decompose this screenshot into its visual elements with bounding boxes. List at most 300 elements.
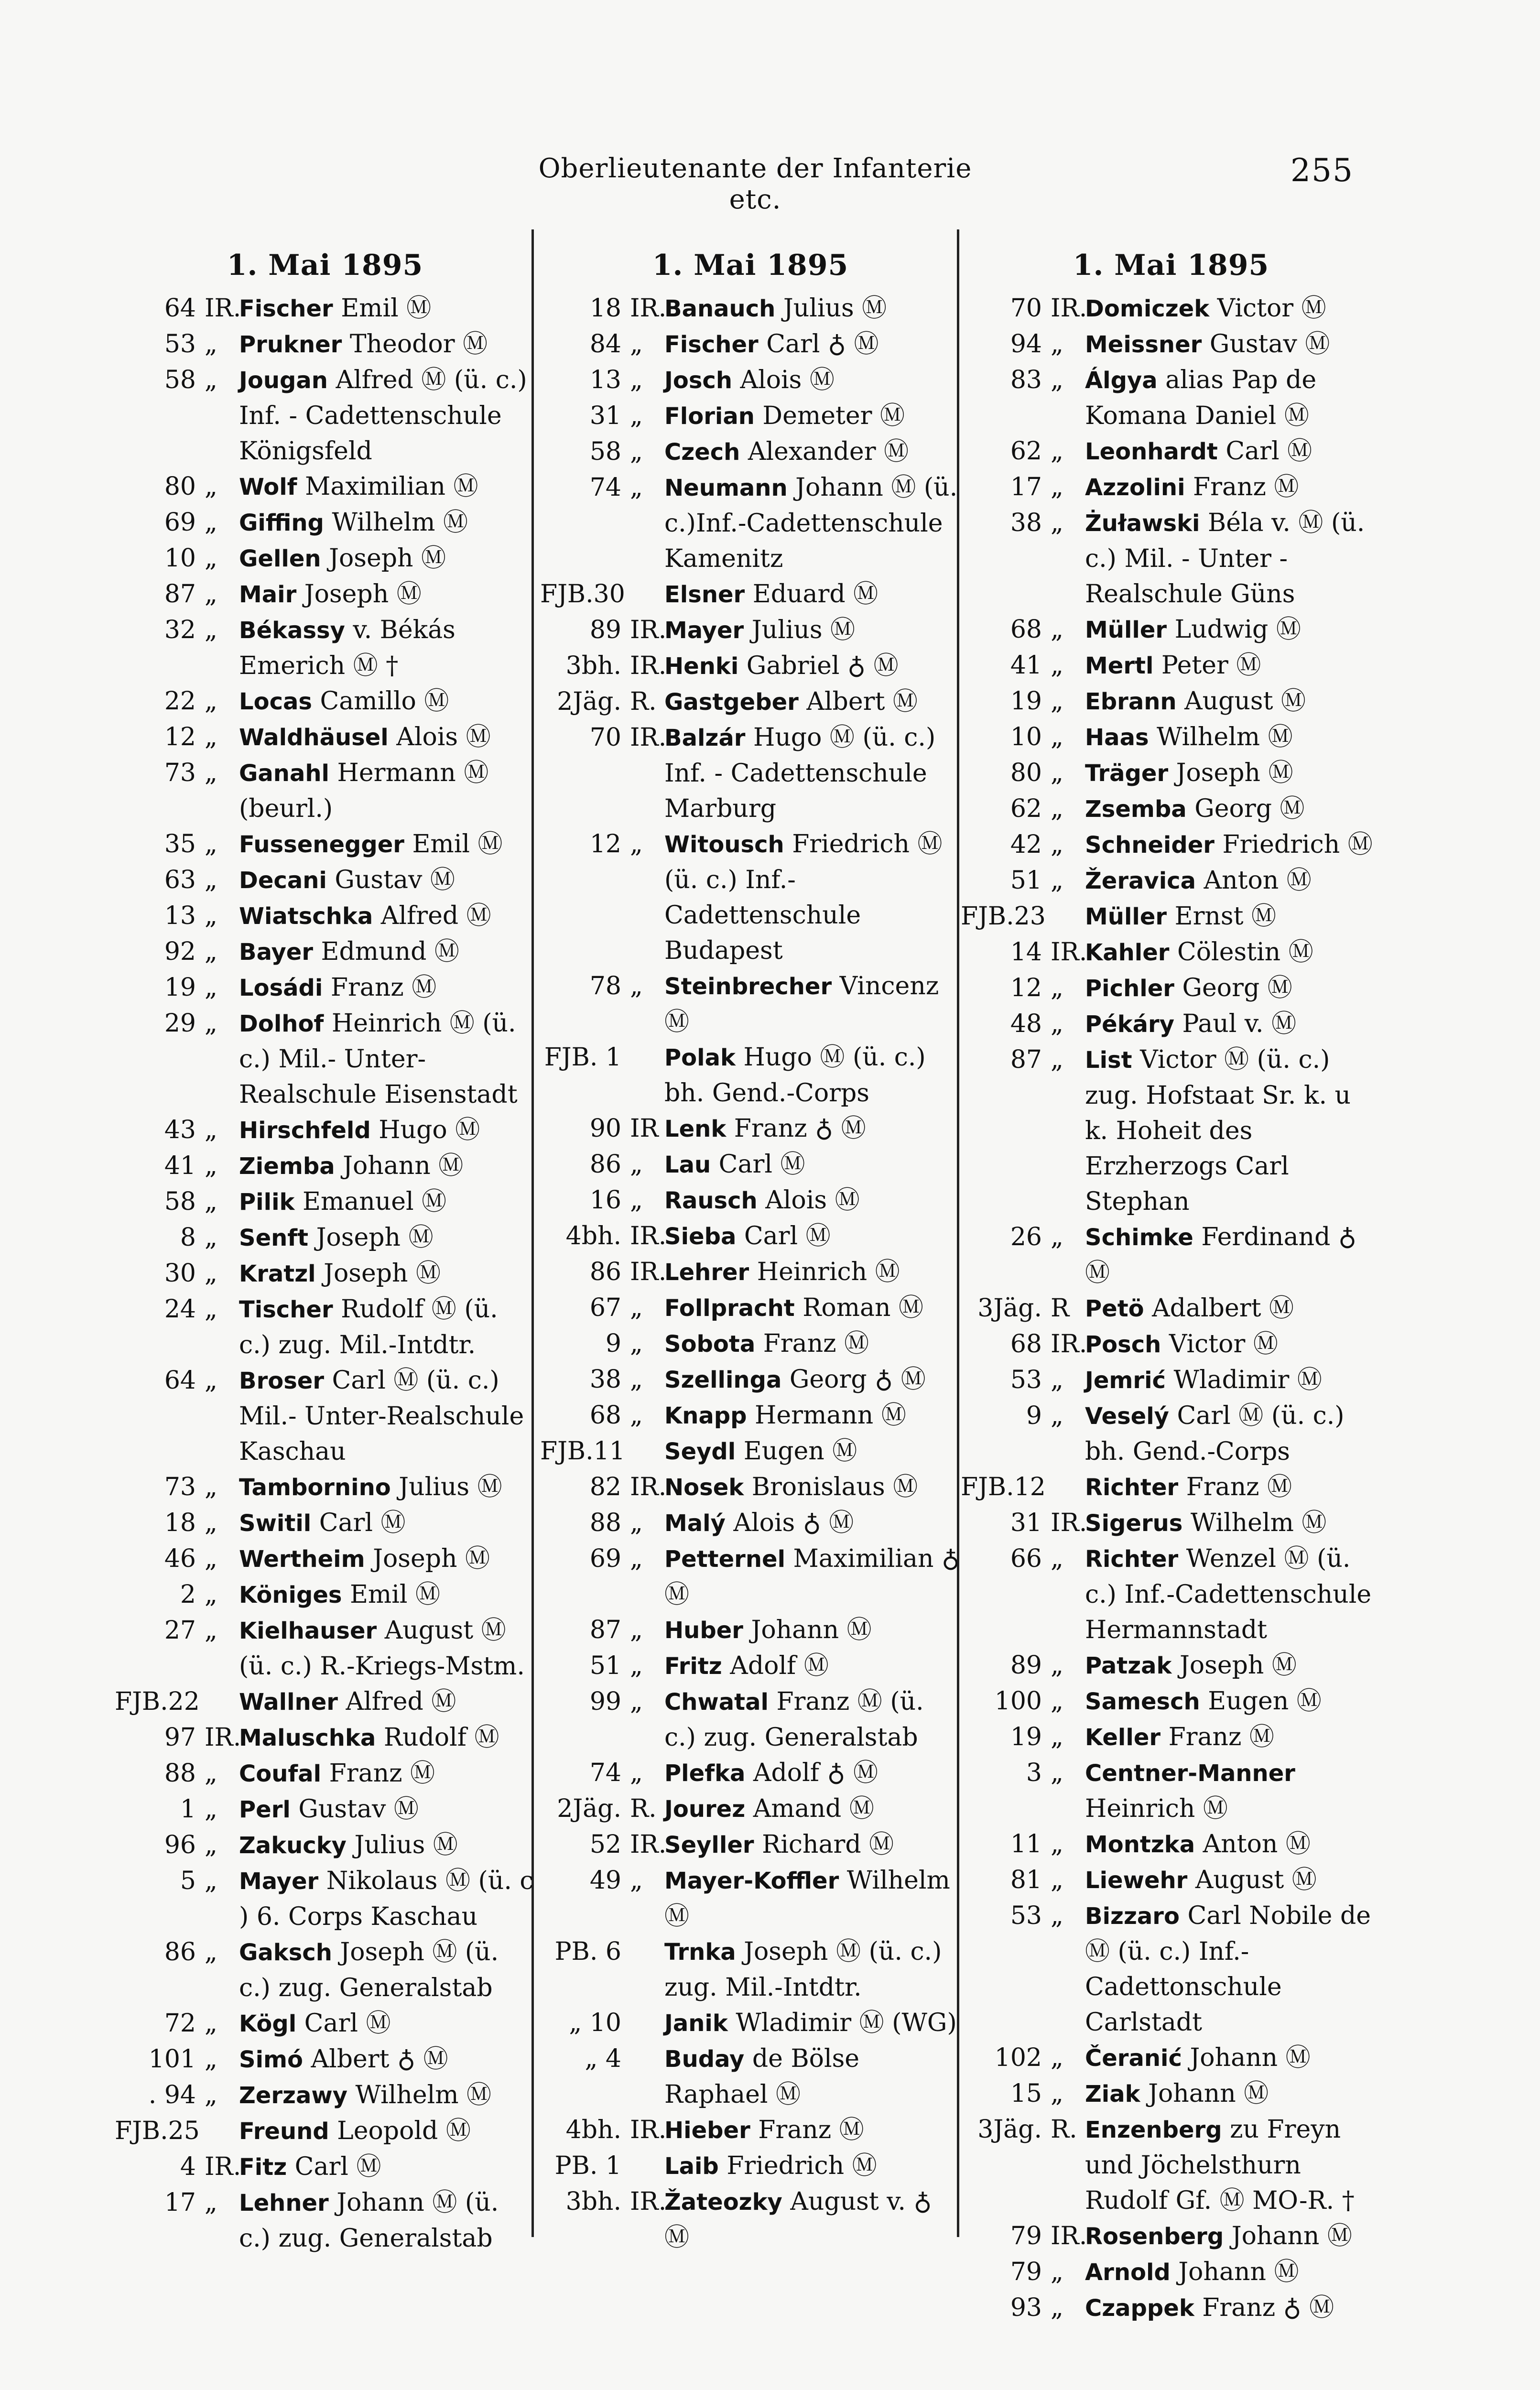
officer-entry <box>239 2185 535 2256</box>
list-item <box>961 1898 1381 2040</box>
officer-entry <box>1085 1719 1381 1755</box>
officer-entry <box>239 1363 535 1469</box>
regiment-number: 73 <box>164 759 196 787</box>
unit-abbreviation: „ <box>630 473 643 502</box>
officer-entry <box>664 826 961 968</box>
entry-details: August Ⓜ <box>1176 687 1306 716</box>
list-item <box>115 2042 535 2077</box>
unit-abbreviation: IR. <box>630 1473 667 1501</box>
entry-details: Georg ♁ Ⓜ <box>781 1365 926 1394</box>
surname: Trnka <box>664 1939 736 1966</box>
surname: Chwatal <box>664 1689 769 1716</box>
regiment-number: 46 <box>164 1544 196 1573</box>
regiment-number: 70 <box>1010 294 1042 323</box>
unit-abbreviation: „ <box>205 830 217 858</box>
surname: Mayer <box>664 617 744 644</box>
entry-details: Hugo Ⓜ (ü. c.) bh. Gend.-Corps <box>664 1043 926 1108</box>
list-item <box>540 1469 961 1505</box>
regiment-number: 84 <box>589 330 621 358</box>
list-item <box>115 1792 535 1827</box>
officer-entry <box>239 970 535 1006</box>
surname: Pichler <box>1085 975 1174 1002</box>
regiment-number: 9 <box>1026 1401 1042 1430</box>
officer-entry <box>664 2112 961 2148</box>
unit-abbreviation: „ <box>1051 687 1063 716</box>
officer-entry <box>239 326 535 362</box>
list-item <box>540 470 961 576</box>
surname: Pilik <box>239 1189 295 1216</box>
column-date-heading: 1. Mai 1895 <box>652 249 849 282</box>
unit-abbreviation: „ <box>630 1509 643 1537</box>
officer-entry <box>1085 505 1381 612</box>
regiment-number: 48 <box>1010 1010 1042 1038</box>
list-item <box>115 541 535 576</box>
unit-abbreviation: IR. <box>205 2152 241 2181</box>
regiment-number: 66 <box>1010 1544 1042 1573</box>
entry-details: Maximilian Ⓜ <box>297 472 478 501</box>
surname: Arnold <box>1085 2259 1171 2286</box>
list-item <box>115 1934 535 2006</box>
unit-abbreviation: „ <box>630 1293 643 1322</box>
unit-abbreviation: „ <box>630 330 643 358</box>
officer-entry <box>1085 469 1381 505</box>
officer-entry <box>239 1613 535 1684</box>
officer-entry <box>1085 899 1381 934</box>
surname: Leonhardt <box>1085 438 1218 465</box>
officer-entry <box>239 1756 535 1792</box>
unit-abbreviation: R. <box>1051 2115 1077 2144</box>
regiment-number: 68 <box>1010 615 1042 644</box>
unit-abbreviation: „ <box>630 830 643 858</box>
unit-abbreviation: „ <box>1051 615 1063 644</box>
regiment-number: 41 <box>1010 651 1042 680</box>
column-2 <box>540 249 961 2255</box>
list-item <box>961 434 1381 469</box>
list-item <box>961 505 1381 612</box>
surname: Losádi <box>239 975 323 1001</box>
surname: Żuławski <box>1085 510 1200 537</box>
regiment-number: 19 <box>164 973 196 1002</box>
regiment-number: 97 <box>164 1723 196 1752</box>
entry-details: Albert Ⓜ <box>798 687 918 716</box>
surname: Meissner <box>1085 331 1202 358</box>
entry-details: Leopold Ⓜ <box>329 2117 471 2145</box>
regiment-number: 83 <box>1010 366 1042 394</box>
entry-details: Edmund Ⓜ <box>313 937 459 966</box>
surname: Liewehr <box>1085 1867 1188 1894</box>
unit-abbreviation: IR. <box>630 616 667 644</box>
unit-abbreviation: „ <box>205 1616 217 1645</box>
surname: Müller <box>1085 617 1167 643</box>
list-item <box>540 576 961 612</box>
surname: Steinbrecher <box>664 973 832 1000</box>
officer-entry <box>239 1505 535 1541</box>
officer-entry <box>1085 1469 1381 1505</box>
surname: Sobota <box>664 1331 756 1358</box>
surname: Elsner <box>664 581 745 608</box>
regiment-number: 80 <box>1010 759 1042 787</box>
unit-abbreviation: IR. <box>630 1258 667 1286</box>
officer-entry <box>664 398 961 434</box>
list-item <box>115 1720 535 1756</box>
surname: Ganahl <box>239 760 329 787</box>
unit-abbreviation: „ <box>1051 1687 1063 1716</box>
unit-abbreviation: „ <box>205 1867 217 1895</box>
regiment-number: 90 <box>589 1114 621 1143</box>
entry-details: v. Békás Emerich Ⓜ † <box>239 616 455 680</box>
regiment-number: 17 <box>1010 473 1042 501</box>
regiment-number: 51 <box>589 1651 621 1680</box>
officer-entry <box>239 826 535 862</box>
entry-details: alias Pap de Komana Daniel Ⓜ <box>1085 366 1317 430</box>
unit-abbreviation: „ <box>1051 473 1063 501</box>
surname: Bizzaro <box>1085 1903 1180 1930</box>
list-item <box>961 1291 1381 1326</box>
unit-abbreviation: „ <box>205 937 217 966</box>
entry-details: Alois ♁ Ⓜ <box>725 1509 854 1537</box>
unit-abbreviation: „ <box>630 1687 643 1716</box>
unit-abbreviation <box>630 1040 664 1111</box>
entry-details: Alois Ⓜ <box>732 366 835 394</box>
list-item <box>540 1290 961 1326</box>
surname: Fischer <box>664 331 759 358</box>
unit-abbreviation: IR. <box>630 652 667 680</box>
unit-abbreviation: „ <box>1051 2258 1063 2286</box>
entry-details: Franz Ⓜ <box>1178 1473 1292 1501</box>
unit-abbreviation: IR. <box>1051 294 1087 323</box>
officer-entry <box>239 1863 535 1934</box>
regiment-number: 4 <box>180 2152 196 2181</box>
regiment-number: „ 4 <box>585 2044 621 2073</box>
surname: Jourez <box>664 1796 746 1823</box>
surname: Broser <box>239 1368 325 1394</box>
officer-entry <box>1085 791 1381 827</box>
surname: Gellen <box>239 545 321 572</box>
officer-entry <box>1085 1326 1381 1362</box>
unit-abbreviation: „ <box>205 866 217 894</box>
list-item <box>115 1112 535 1148</box>
officer-entry <box>239 1720 535 1756</box>
list-item <box>540 2184 961 2255</box>
unit-abbreviation: „ <box>205 1295 217 1324</box>
entry-details: Carl Ⓜ <box>311 1509 406 1537</box>
list-item <box>540 826 961 968</box>
unit-abbreviation: „ <box>1051 723 1063 751</box>
unit-abbreviation: „ <box>630 437 643 466</box>
list-item <box>115 862 535 898</box>
entry-details: Carl Ⓜ <box>711 1150 805 1179</box>
list-item <box>961 2076 1381 2112</box>
regiment-number: 4bh. <box>565 2116 621 2144</box>
unit-abbreviation <box>630 2041 664 2112</box>
surname: Szellinga <box>664 1367 782 1393</box>
unit-abbreviation: „ <box>1051 1866 1063 1894</box>
entry-details: Wladimir Ⓜ <box>1166 1366 1322 1394</box>
entry-details: Johann Ⓜ <box>1170 2258 1299 2286</box>
surname: Träger <box>1085 760 1169 787</box>
entry-details: August v. ♁ Ⓜ <box>664 2187 932 2252</box>
unit-abbreviation: „ <box>205 1831 217 1859</box>
surname: Mertl <box>1085 652 1154 679</box>
officer-entry <box>239 469 535 505</box>
officer-entry <box>1085 1755 1381 1826</box>
regiment-number: 96 <box>164 1831 196 1859</box>
officer-entry <box>664 1684 961 1755</box>
unit-abbreviation: „ <box>1051 1723 1063 1751</box>
entry-details: Joseph Ⓜ <box>1171 1651 1297 1680</box>
unit-abbreviation: „ <box>1051 1759 1063 1787</box>
officer-entry <box>239 898 535 934</box>
officer-entry <box>1085 1398 1381 1469</box>
list-item <box>540 1612 961 1648</box>
entry-details: Johann Ⓜ <box>743 1616 872 1644</box>
surname: Zakucky <box>239 1832 347 1859</box>
officer-entry <box>239 1292 535 1363</box>
list-item <box>540 1218 961 1254</box>
unit-abbreviation: „ <box>1051 437 1063 466</box>
officer-entry <box>664 1147 961 1183</box>
unit-abbreviation: IR. <box>630 723 667 752</box>
entry-details: Franz ♁ Ⓜ <box>1194 2293 1334 2322</box>
regiment-number: 3bh. <box>565 652 621 680</box>
column-3 <box>961 249 1381 2326</box>
entry-details: Joseph Ⓜ <box>321 544 446 573</box>
entry-details: Cölestin Ⓜ <box>1169 938 1313 967</box>
list-item <box>115 1256 535 1292</box>
list-item <box>540 2148 961 2184</box>
unit-abbreviation: IR. <box>630 1222 667 1250</box>
unit-abbreviation: „ <box>205 973 217 1002</box>
regiment-number: 3Jäg. <box>977 2115 1042 2144</box>
regiment-number: 3 <box>1026 1759 1042 1787</box>
regiment-number: 92 <box>164 937 196 966</box>
regiment-number: 93 <box>1010 2293 1042 2322</box>
list-item <box>540 1648 961 1684</box>
regiment-number: 88 <box>589 1509 621 1537</box>
list-item <box>961 1219 1381 1291</box>
officer-entry <box>664 1362 961 1398</box>
list-item <box>540 362 961 398</box>
regiment-number: 12 <box>1010 974 1042 1002</box>
regiment-number: 16 <box>589 1186 621 1215</box>
unit-abbreviation: „ <box>1051 2079 1063 2108</box>
surname: Mair <box>239 581 297 608</box>
officer-entry <box>239 1541 535 1577</box>
entry-details: Victor Ⓜ <box>1161 1330 1278 1358</box>
list-item <box>115 362 535 469</box>
surname: Montzka <box>1085 1831 1195 1858</box>
regiment-number: 64 <box>164 294 196 323</box>
regiment-number: 68 <box>1010 1330 1042 1358</box>
surname: Patzak <box>1085 1652 1172 1679</box>
officer-entry <box>239 934 535 970</box>
entry-details: Carl Nobile de Ⓜ (ü. c.) Inf.-Cadettonschule Carlstadt <box>1085 1901 1371 2037</box>
regiment-number: 81 <box>1010 1866 1042 1894</box>
surname: Mayer-Koffler <box>664 1868 839 1894</box>
officer-entry <box>1085 2218 1381 2254</box>
unit-abbreviation: „ <box>205 2009 217 2038</box>
entry-details: Alois Ⓜ <box>757 1186 860 1215</box>
regiment-number: 11 <box>1010 1830 1042 1858</box>
unit-abbreviation: IR. <box>1051 2222 1087 2250</box>
column-date-heading: 1. Mai 1895 <box>227 249 423 282</box>
list-item <box>115 1684 535 1720</box>
officer-entry <box>664 1111 961 1147</box>
entry-details: Friedrich Ⓜ <box>718 2151 877 2180</box>
officer-entry <box>664 576 961 612</box>
officer-entry <box>239 2006 535 2042</box>
unit-abbreviation: IR. <box>1051 1509 1087 1537</box>
officer-entry <box>1085 1684 1381 1719</box>
surname: List <box>1085 1047 1132 1074</box>
regiment-number: 51 <box>1010 866 1042 895</box>
surname: Müller <box>1085 903 1167 930</box>
list-item <box>540 1434 961 1469</box>
unit-abbreviation: „ <box>1051 830 1063 859</box>
officer-entry <box>1085 1219 1381 1291</box>
entry-details: Gustav Ⓜ <box>326 866 455 894</box>
surname: Coufal <box>239 1760 322 1787</box>
officer-entry <box>1085 1541 1381 1648</box>
unit-abbreviation: IR. <box>630 294 667 323</box>
list-item <box>961 755 1381 791</box>
officer-entry <box>239 576 535 612</box>
list-item <box>961 1541 1381 1648</box>
regiment-number: 26 <box>1010 1223 1042 1251</box>
entry-details: Joseph Ⓜ (ü. c.) zug. Generalstab <box>239 1938 499 2002</box>
list-item <box>540 1040 961 1111</box>
entry-details: Georg Ⓜ <box>1174 974 1292 1002</box>
entry-details: Wilhelm Ⓜ <box>664 1866 950 1931</box>
list-item <box>540 1362 961 1398</box>
unit-abbreviation: „ <box>205 366 217 394</box>
regiment-number: 69 <box>589 1544 621 1573</box>
surname: Hieber <box>664 2117 750 2144</box>
surname: Huber <box>664 1617 743 1644</box>
regiment-number: 10 <box>1010 723 1042 751</box>
entry-details: Heinrich Ⓜ <box>1085 1794 1228 1823</box>
list-item <box>961 2112 1381 2218</box>
officer-entry <box>239 1792 535 1827</box>
surname: Bayer <box>239 939 314 966</box>
regiment-number: 12 <box>164 723 196 751</box>
officer-entry <box>664 1791 961 1827</box>
officer-entry <box>239 1684 535 1720</box>
entry-details: Victor Ⓜ (ü. c.) zug. Hofstaat Sr. k. u k. Hoheit des Erzherzogs Carl Stephan <box>1085 1045 1351 1216</box>
list-item <box>115 1184 535 1220</box>
entry-details: Carl Ⓜ <box>287 2152 381 2181</box>
unit-abbreviation <box>205 1684 239 1720</box>
column-date-heading: 1. Mai 1895 <box>1073 249 1269 282</box>
surname: Rosenberg <box>1085 2223 1224 2250</box>
officer-entry <box>664 720 961 826</box>
entry-details: Alfred Ⓜ <box>373 902 491 930</box>
entry-details: Wilhelm Ⓜ <box>347 2081 492 2109</box>
list-item <box>540 1791 961 1827</box>
entry-details: Adolf ♁ Ⓜ <box>745 1759 878 1787</box>
regiment-number: 31 <box>1010 1509 1042 1537</box>
officer-entry <box>239 862 535 898</box>
unit-abbreviation: „ <box>205 1580 217 1609</box>
unit-abbreviation: „ <box>630 1651 643 1680</box>
regiment-number: 52 <box>589 1830 621 1859</box>
list-item <box>540 1147 961 1183</box>
regiment-number: 89 <box>1010 1651 1042 1680</box>
surname: Samesch <box>1085 1688 1200 1715</box>
surname: Haas <box>1085 724 1149 751</box>
officer-entry <box>1085 1006 1381 1042</box>
surname: Josch <box>664 367 733 394</box>
list-item <box>115 970 535 1006</box>
officer-entry <box>1085 2290 1381 2326</box>
list-item <box>961 827 1381 863</box>
surname: Hirschfeld <box>239 1117 371 1144</box>
regiment-number: 14 <box>1010 938 1042 967</box>
regiment-number: 62 <box>1010 794 1042 823</box>
unit-abbreviation: „ <box>1051 759 1063 787</box>
officer-entry <box>664 1541 961 1612</box>
surname: Veselý <box>1085 1403 1169 1430</box>
list-item <box>540 1541 961 1612</box>
surname: Senft <box>239 1225 309 1251</box>
regiment-number: 35 <box>164 830 196 858</box>
entry-details: Camillo Ⓜ <box>312 687 449 716</box>
unit-abbreviation: „ <box>1051 1544 1063 1573</box>
surname: Neumann <box>664 475 788 501</box>
surname: Tambornino <box>239 1474 391 1501</box>
officer-entry <box>239 1148 535 1184</box>
officer-entry <box>664 1863 961 1934</box>
regiment-number: 80 <box>164 472 196 501</box>
regiment-number: 15 <box>1010 2079 1042 2108</box>
regiment-number: 87 <box>589 1616 621 1644</box>
unit-abbreviation: R <box>1051 1294 1070 1323</box>
list-item <box>540 1934 961 2005</box>
list-item <box>961 2290 1381 2326</box>
officer-entry <box>1085 2076 1381 2112</box>
officer-entry <box>664 1827 961 1863</box>
unit-abbreviation: „ <box>630 1866 643 1895</box>
surname: Enzenberg <box>1085 2117 1222 2143</box>
list-item <box>961 648 1381 684</box>
officer-entry <box>1085 1291 1381 1326</box>
unit-abbreviation: „ <box>1051 1010 1063 1038</box>
entry-details: Joseph Ⓜ <box>308 1223 434 1252</box>
surname: Locas <box>239 688 312 715</box>
entry-details: Franz Ⓜ <box>323 973 437 1002</box>
officer-entry <box>664 1755 961 1791</box>
surname: Decani <box>239 867 327 894</box>
unit-abbreviation <box>630 1934 664 2005</box>
list-item <box>540 1684 961 1755</box>
surname: Žateozky <box>664 2189 782 2216</box>
entry-details: Paul v. Ⓜ <box>1174 1010 1297 1038</box>
entry-details: Julius Ⓜ <box>744 616 856 644</box>
officer-entry <box>239 1256 535 1292</box>
list-item <box>540 2041 961 2112</box>
officer-entry <box>664 291 961 326</box>
unit-abbreviation: R. <box>630 687 657 716</box>
regiment-number: FJB.30 <box>540 580 625 608</box>
list-item <box>115 2113 535 2149</box>
regiment-number: 43 <box>164 1116 196 1144</box>
officer-entry <box>239 362 535 469</box>
list-item <box>115 1220 535 1256</box>
list-item <box>115 576 535 612</box>
regiment-number: 73 <box>164 1473 196 1501</box>
officer-entry <box>664 1290 961 1326</box>
entry-details: Eugen Ⓜ <box>736 1437 857 1466</box>
